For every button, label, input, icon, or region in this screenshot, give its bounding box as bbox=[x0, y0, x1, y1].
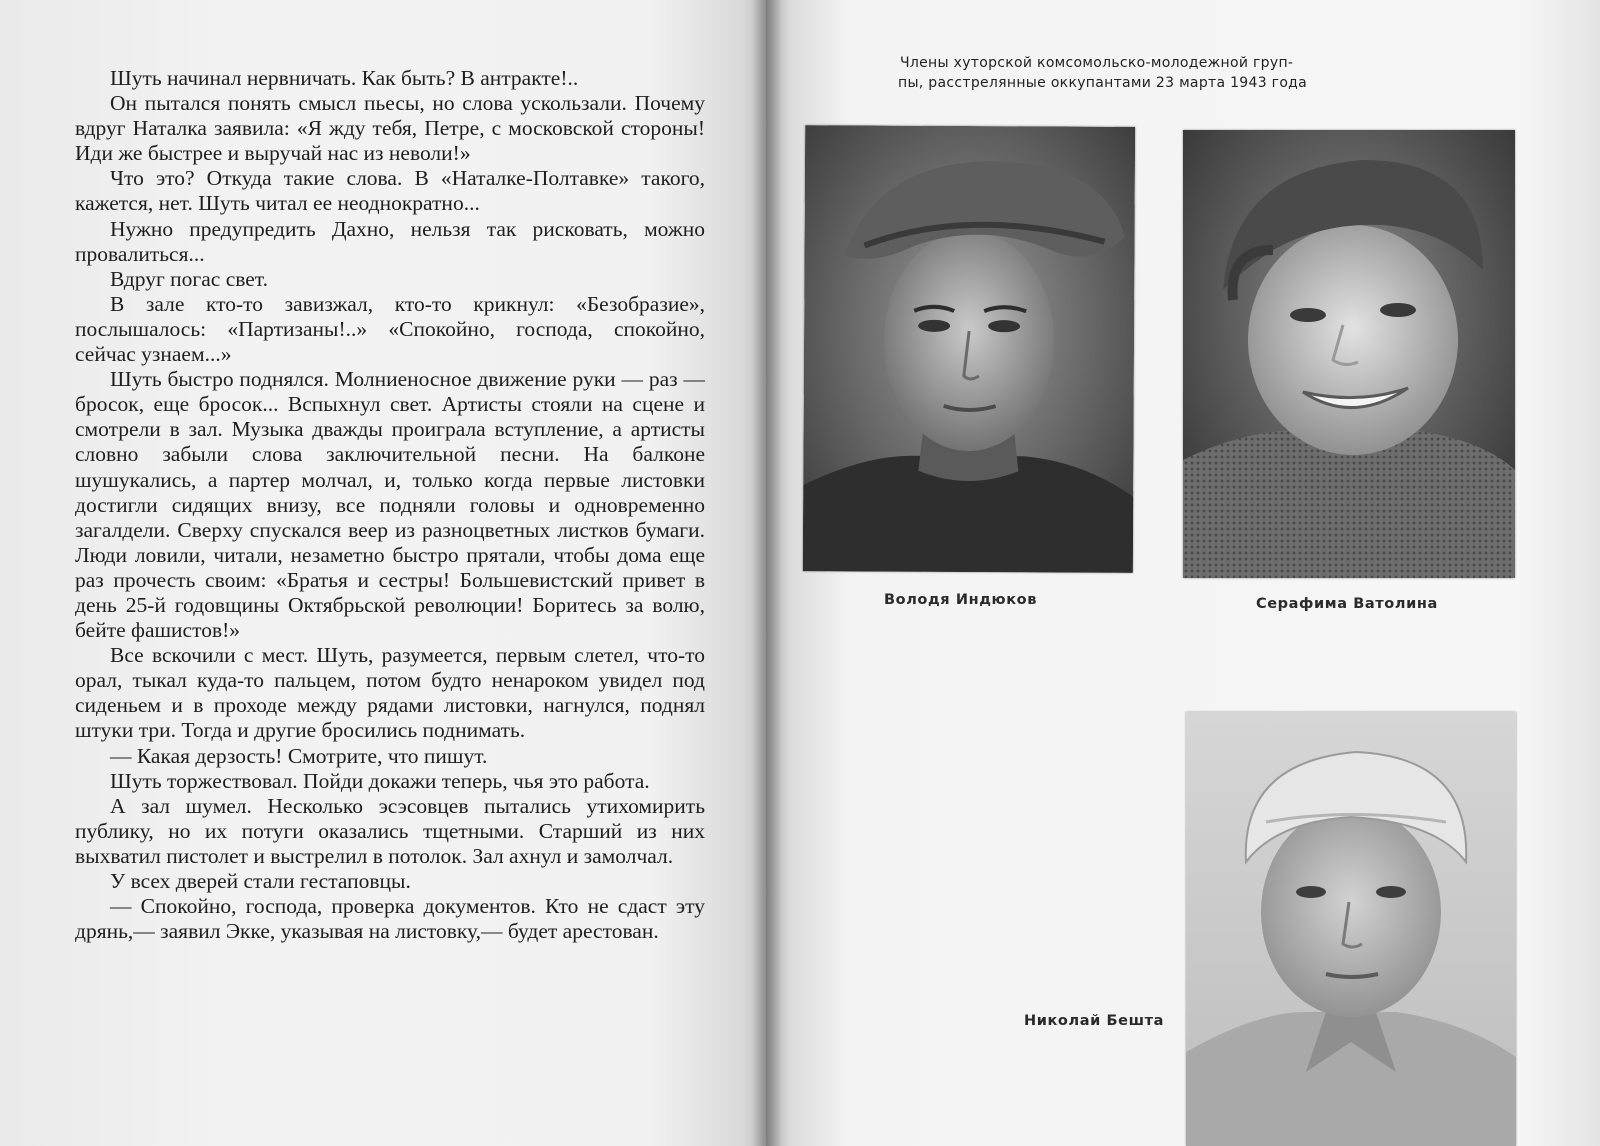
caption-line: Члены хуторской комсомольско-молодежной груп- bbox=[900, 55, 1294, 71]
caption-line: пы, расстрелянные оккупантами 23 марта 1943 года bbox=[898, 75, 1308, 91]
portrait-image bbox=[1183, 130, 1515, 578]
photo-caption-indyukov: Володя Индюков bbox=[884, 592, 1038, 608]
paragraph: Нужно предупредить Дахно, нельзя так рисковать, можно провалиться... bbox=[75, 216, 705, 266]
paragraph: Шуть быстро поднялся. Молниеносное движение руки — раз — бросок, еще бросок... Вспыхнул свет. Артисты стояли на сцене и смотрели в зал. Музыка дважды проиграла вступление, а артисты словно забыли слова заключительной песни. На балконе шушукались, а партер молчал, и, только когда первые листовки достигли сидящих внизу, все подняли головы и одновременно загалдели. Сверху спускался веер из разноцветных листков бумаги. Люди ловили, читали, незаметно быстро прятали, чтобы дома еще раз прочесть своим: «Братья и сестры! Большевистский привет в день 25-й годовщины Октябрьской революции! Боритесь за волю, бейте фашистов!» bbox=[75, 367, 705, 643]
paragraph: А зал шумел. Несколько эсэсовцев пытались утихомирить публику, но их потуги оказались тщетными. Старший из них выхватил пистолет и выстрелил в потолок. Зал ахнул и замолчал. bbox=[75, 793, 705, 868]
paragraph: Вдруг погас свет. bbox=[110, 266, 268, 291]
photo-caption-beshta: Николай Бешта bbox=[1024, 1013, 1164, 1029]
portrait-image bbox=[803, 125, 1135, 573]
paragraph: У всех дверей стали гестаповцы. bbox=[110, 869, 411, 893]
paragraph: Он пытался понять смысл пьесы, но слова ускользали. Почему вдруг Наталка заявила: «Я жду тебя, Петре, с московской стороны! Иди же быстрее и выручай нас из неволи!» bbox=[75, 91, 705, 166]
paragraph: — Спокойно, господа, проверка документов. Кто не сдаст эту дрянь,— заявил Экке, указывая на листовку,— будет арестован. bbox=[75, 894, 705, 944]
portrait-photo-indyukov bbox=[803, 125, 1135, 573]
left-page bbox=[0, 0, 766, 1146]
paragraph: Шуть начинал нервничать. Как быть? В антракте!.. bbox=[110, 66, 579, 90]
photo-caption-vatolina: Серафима Ватолина bbox=[1256, 596, 1438, 612]
paragraph: Что это? Откуда такие слова. В «Наталке-Полтавке» такого, кажется, нет. Шуть читал ее неоднократно... bbox=[75, 166, 705, 216]
paragraph: Шуть торжествовал. Пойди докажи теперь, чья это работа. bbox=[110, 768, 650, 793]
body-text bbox=[75, 66, 705, 944]
photo-page-caption bbox=[900, 53, 1400, 93]
paragraph: Все вскочили с мест. Шуть, разумеется, первым слетел, что-то орал, тыкал куда-то пальцем, потом будто ненароком увидел под сиденьем и в проходе между рядами листовки, нагнулся, поднял штуки три. Тогда и другие бросились поднимать. bbox=[75, 643, 705, 743]
paragraph: — Какая дерзость! Смотрите, что пишут. bbox=[110, 743, 488, 768]
portrait-photo-beshta bbox=[1186, 712, 1516, 1146]
book-gutter bbox=[752, 0, 782, 1146]
portrait-photo-vatolina bbox=[1183, 130, 1515, 578]
paragraph: В зале кто-то завизжал, кто-то крикнул: «Безобразие», послышалось: «Партизаны!..» «Спокойно, господа, спокойно, сейчас узнаем...» bbox=[75, 291, 705, 367]
portrait-image bbox=[1186, 712, 1516, 1146]
